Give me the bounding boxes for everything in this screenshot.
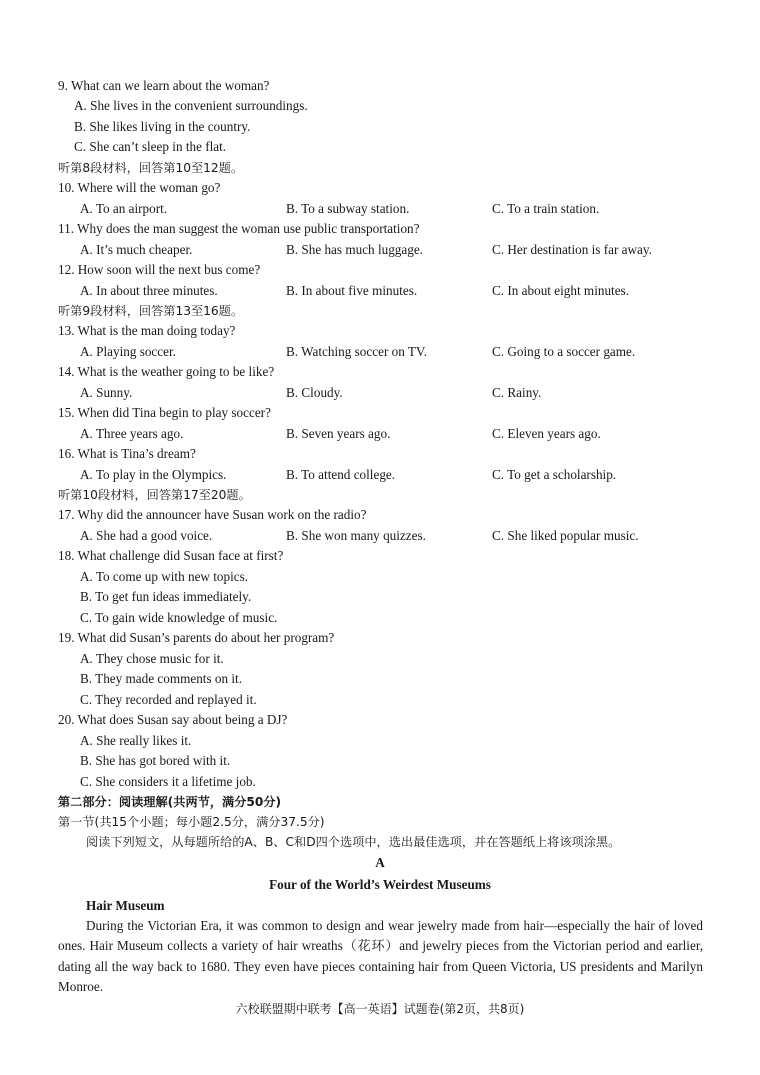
question-11: 11. Why does the man suggest the woman use public transportation? bbox=[58, 221, 420, 236]
option-14b: B. Cloudy. bbox=[286, 385, 343, 400]
question-12: 12. How soon will the next bus come? bbox=[58, 262, 261, 277]
option-15b: B. Seven years ago. bbox=[286, 426, 391, 441]
option-11c: C. Her destination is far away. bbox=[492, 242, 652, 257]
option-12b: B. In about five minutes. bbox=[286, 283, 418, 298]
option-13a: A. Playing soccer. bbox=[80, 344, 176, 359]
question-20: 20. What does Susan say about being a DJ? bbox=[58, 712, 288, 727]
material-10-instruction: 听第10段材料，回答第17至20题。 bbox=[58, 488, 251, 502]
question-17: 17. Why did the announcer have Susan work on the radio? bbox=[58, 507, 367, 522]
option-18b: B. To get fun ideas immediately. bbox=[80, 589, 252, 604]
section-subtitle: Hair Museum bbox=[86, 898, 165, 913]
option-16b: B. To attend college. bbox=[286, 467, 396, 482]
passage-title: Four of the World’s Weirdest Museums bbox=[269, 877, 491, 892]
option-19c: C. They recorded and replayed it. bbox=[80, 692, 257, 707]
option-17b: B. She won many quizzes. bbox=[286, 528, 426, 543]
option-10b: B. To a subway station. bbox=[286, 201, 410, 216]
option-11b: B. She has much luggage. bbox=[286, 242, 423, 257]
option-18a: A. To come up with new topics. bbox=[80, 569, 249, 584]
option-17a: A. She had a good voice. bbox=[80, 528, 213, 543]
option-16a: A. To play in the Olympics. bbox=[80, 467, 227, 482]
question-15: 15. When did Tina begin to play soccer? bbox=[58, 405, 271, 420]
question-10: 10. Where will the woman go? bbox=[58, 180, 221, 195]
passage-paragraph: During the Victorian Era, it was common to design and wear jewelry made from hair—especially the hair of loved ones. Hair Museum collects a variety of hair wreaths（花环）and jewelry pieces from the Victorian period and earlier, dating all the way back to 1680. They even have pieces containing hair from Queen Victoria, US presidents and Marilyn Monroe. bbox=[58, 918, 703, 995]
question-9: 9. What can we learn about the woman? bbox=[58, 78, 270, 93]
section-1-heading: 第一节(共15个小题；每小题2.5分，满分37.5分) bbox=[58, 815, 325, 829]
question-13: 13. What is the man doing today? bbox=[58, 323, 236, 338]
option-14a: A. Sunny. bbox=[80, 385, 133, 400]
page-footer: 六校联盟期中联考【高一英语】试题卷(第2页，共8页) bbox=[235, 1002, 525, 1016]
reading-instructions: 阅读下列短文，从每题所给的A、B、C和D四个选项中，选出最佳选项，并在答题纸上将该项涂黑。 bbox=[86, 835, 621, 849]
part-2-heading: 第二部分：阅读理解(共两节，满分50分) bbox=[58, 795, 282, 809]
option-13b: B. Watching soccer on TV. bbox=[286, 344, 428, 359]
option-12a: A. In about three minutes. bbox=[80, 283, 218, 298]
option-9c: C. She can’t sleep in the flat. bbox=[74, 139, 227, 154]
option-20c: C. She considers it a lifetime job. bbox=[80, 774, 256, 789]
option-14c: C. Rainy. bbox=[492, 385, 542, 400]
material-9-instruction: 听第9段材料，回答第13至16题。 bbox=[58, 304, 244, 318]
question-16: 16. What is Tina’s dream? bbox=[58, 446, 196, 461]
option-10c: C. To a train station. bbox=[492, 201, 600, 216]
question-19: 19. What did Susan’s parents do about her program? bbox=[58, 630, 335, 645]
option-20a: A. She really likes it. bbox=[80, 733, 192, 748]
option-9b: B. She likes living in the country. bbox=[74, 119, 251, 134]
option-12c: C. In about eight minutes. bbox=[492, 283, 629, 298]
option-17c: C. She liked popular music. bbox=[492, 528, 639, 543]
material-8-instruction: 听第8段材料，回答第10至12题。 bbox=[58, 161, 244, 175]
question-14: 14. What is the weather going to be like? bbox=[58, 364, 275, 379]
option-18c: C. To gain wide knowledge of music. bbox=[80, 610, 278, 625]
option-13c: C. Going to a soccer game. bbox=[492, 344, 636, 359]
option-10a: A. To an airport. bbox=[80, 201, 168, 216]
option-15a: A. Three years ago. bbox=[80, 426, 184, 441]
passage-letter: A bbox=[375, 855, 385, 870]
question-18: 18. What challenge did Susan face at first? bbox=[58, 548, 284, 563]
option-20b: B. She has got bored with it. bbox=[80, 753, 231, 768]
option-15c: C. Eleven years ago. bbox=[492, 426, 601, 441]
option-9a: A. She lives in the convenient surroundings. bbox=[74, 98, 308, 113]
option-11a: A. It’s much cheaper. bbox=[80, 242, 193, 257]
option-16c: C. To get a scholarship. bbox=[492, 467, 617, 482]
option-19a: A. They chose music for it. bbox=[80, 651, 224, 666]
option-19b: B. They made comments on it. bbox=[80, 671, 243, 686]
